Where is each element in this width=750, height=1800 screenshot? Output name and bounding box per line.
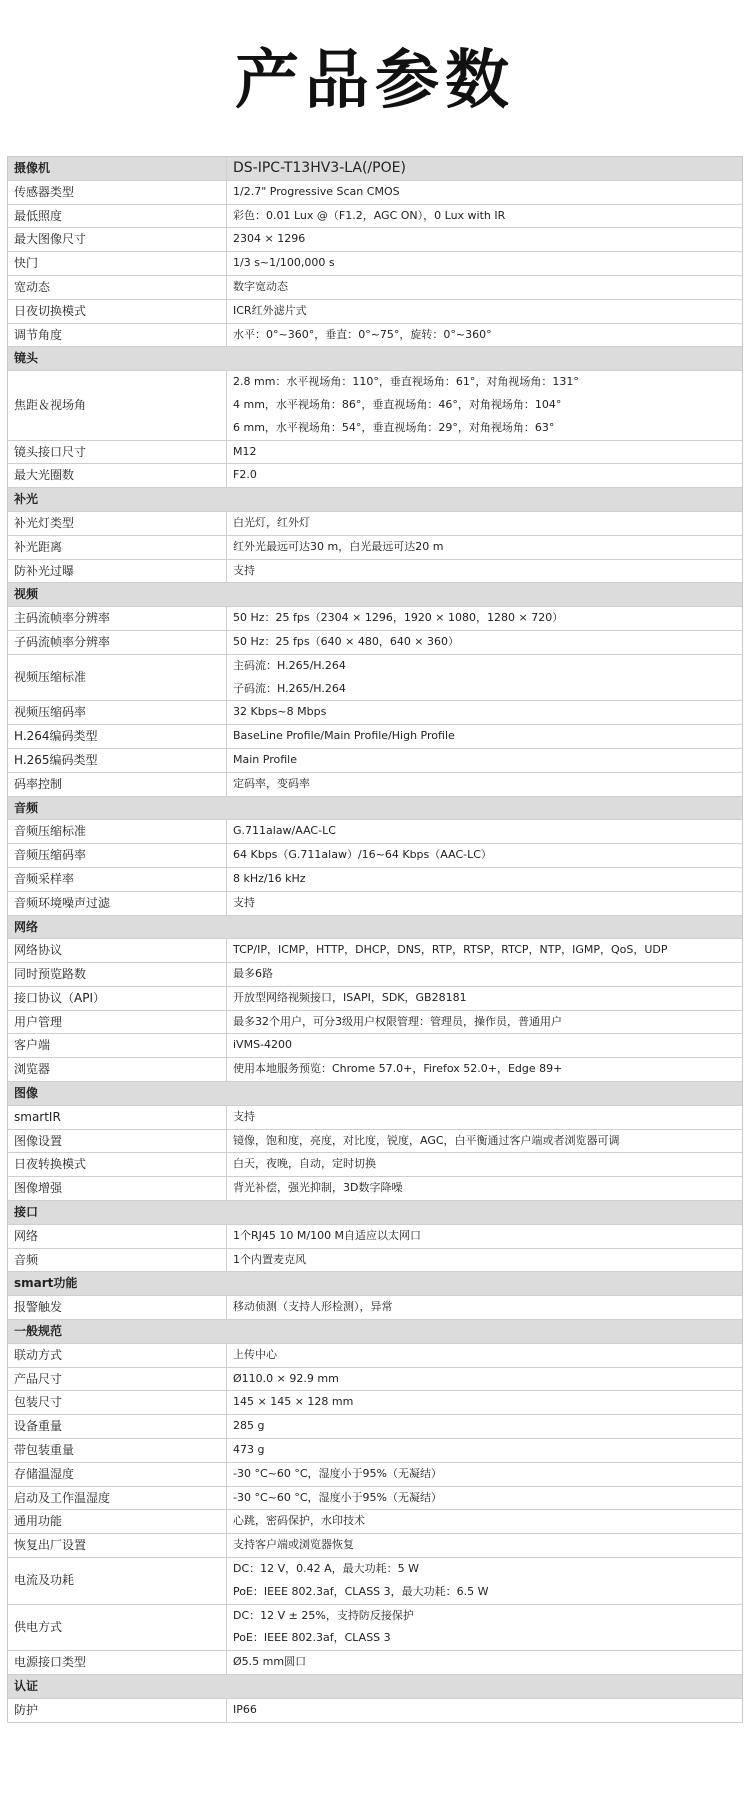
spec-value xyxy=(227,180,743,204)
spec-value-line: 彩色：0.01 Lux @（F1.2，AGC ON），0 Lux with IR xyxy=(233,208,506,222)
spec-value-line: 1/2.7" Progressive Scan CMOS xyxy=(233,184,400,198)
spec-row xyxy=(8,299,743,323)
spec-value-line: 最多32个用户，可分3级用户权限管理：管理员，操作员，普通用户 xyxy=(233,1014,562,1028)
spec-row xyxy=(8,1105,743,1129)
spec-label: 音频 xyxy=(8,1248,227,1272)
spec-value xyxy=(227,1415,743,1439)
spec-value-line: 2.8 mm：水平视场角：110°，垂直视场角：61°，对角视场角：131° xyxy=(233,375,579,389)
spec-value xyxy=(227,1153,743,1177)
spec-value xyxy=(227,891,743,915)
spec-value-line: 64 Kbps（G.711alaw）/16~64 Kbps（AAC-LC） xyxy=(233,848,492,862)
spec-value-line: 6 mm，水平视场角：54°，垂直视场角：29°，对角视场角：63° xyxy=(233,420,555,434)
spec-value-line: 145 × 145 × 128 mm xyxy=(233,1395,354,1409)
spec-label: 网络协议 xyxy=(8,939,227,963)
spec-value xyxy=(227,535,743,559)
spec-value-line: 1个RJ45 10 M/100 M自适应以太网口 xyxy=(233,1228,422,1242)
spec-row xyxy=(8,323,743,347)
spec-row xyxy=(8,535,743,559)
spec-label: 用户管理 xyxy=(8,1010,227,1034)
spec-label: 子码流帧率分辨率 xyxy=(8,630,227,654)
section-header-row xyxy=(8,583,743,607)
spec-value xyxy=(227,299,743,323)
spec-value xyxy=(227,963,743,987)
spec-value xyxy=(227,1343,743,1367)
spec-value xyxy=(227,559,743,583)
spec-label: smartIR xyxy=(8,1105,227,1129)
spec-value-line: 支持 xyxy=(233,895,255,909)
spec-value-line: DC：12 V ± 25%，支持防反接保护 xyxy=(233,1608,414,1622)
spec-row xyxy=(8,1296,743,1320)
spec-value-line: 4 mm，水平视场角：86°，垂直视场角：46°，对角视场角：104° xyxy=(233,397,562,411)
section-header-row xyxy=(8,1201,743,1225)
spec-row xyxy=(8,204,743,228)
spec-value xyxy=(227,725,743,749)
spec-row xyxy=(8,1058,743,1082)
spec-value-line: 32 Kbps~8 Mbps xyxy=(233,705,327,719)
spec-value-line: 水平：0°~360°，垂直：0°~75°，旋转：0°~360° xyxy=(233,327,492,341)
spec-label: 补光灯类型 xyxy=(8,511,227,535)
spec-value xyxy=(227,772,743,796)
spec-value-line: 8 kHz/16 kHz xyxy=(233,871,306,885)
spec-label: 恢复出厂设置 xyxy=(8,1534,227,1558)
spec-value-line: 开放型网络视频接口，ISAPI，SDK，GB28181 xyxy=(233,990,467,1004)
section-title: 网络 xyxy=(8,915,743,939)
spec-row xyxy=(8,939,743,963)
spec-value xyxy=(227,654,743,701)
spec-label: 网络 xyxy=(8,1224,227,1248)
spec-row xyxy=(8,1534,743,1558)
spec-value-line: 子码流：H.265/H.264 xyxy=(233,681,346,695)
spec-row xyxy=(8,1248,743,1272)
section-header-row xyxy=(8,1320,743,1344)
spec-value-line: -30 °C~60 °C，湿度小于95%（无凝结） xyxy=(233,1490,442,1504)
spec-row xyxy=(8,1177,743,1201)
spec-value xyxy=(227,275,743,299)
spec-label: 宽动态 xyxy=(8,275,227,299)
spec-row xyxy=(8,1034,743,1058)
spec-value xyxy=(227,1177,743,1201)
spec-label: 产品尺寸 xyxy=(8,1367,227,1391)
spec-row xyxy=(8,1367,743,1391)
spec-value xyxy=(227,986,743,1010)
spec-value xyxy=(227,844,743,868)
section-title: 视频 xyxy=(8,583,743,607)
spec-value xyxy=(227,371,743,440)
spec-value-line: 使用本地服务预览：Chrome 57.0+，Firefox 52.0+，Edge 89+ xyxy=(233,1062,563,1076)
spec-value-line: 最多6路 xyxy=(233,967,273,981)
spec-label: 图像设置 xyxy=(8,1129,227,1153)
spec-row xyxy=(8,701,743,725)
spec-value-line: Main Profile xyxy=(233,752,297,766)
spec-value-line: 1/3 s~1/100,000 s xyxy=(233,256,335,270)
spec-value xyxy=(227,511,743,535)
spec-value-line: DC：12 V，0.42 A，最大功耗：5 W xyxy=(233,1562,420,1576)
spec-row xyxy=(8,1698,743,1722)
spec-value xyxy=(227,607,743,631)
spec-value-line: 473 g xyxy=(233,1443,265,1457)
spec-row xyxy=(8,1486,743,1510)
spec-label: 电源接口类型 xyxy=(8,1651,227,1675)
spec-row xyxy=(8,1153,743,1177)
spec-row xyxy=(8,867,743,891)
spec-label: 报警触发 xyxy=(8,1296,227,1320)
spec-value xyxy=(227,1010,743,1034)
spec-label: H.264编码类型 xyxy=(8,725,227,749)
spec-label: 调节角度 xyxy=(8,323,227,347)
spec-label: 包装尺寸 xyxy=(8,1391,227,1415)
spec-value-line: G.711alaw/AAC-LC xyxy=(233,824,336,838)
spec-label: 图像增强 xyxy=(8,1177,227,1201)
spec-value xyxy=(227,748,743,772)
spec-value-line: 1个内置麦克风 xyxy=(233,1252,306,1266)
spec-value xyxy=(227,867,743,891)
spec-value xyxy=(227,1462,743,1486)
section-title: 一般规范 xyxy=(8,1320,743,1344)
spec-value-line: F2.0 xyxy=(233,468,257,482)
spec-value-line: Ø110.0 × 92.9 mm xyxy=(233,1371,339,1385)
spec-label: 码率控制 xyxy=(8,772,227,796)
spec-value xyxy=(227,323,743,347)
table-header-row xyxy=(8,157,743,181)
spec-row xyxy=(8,1604,743,1651)
spec-label: 供电方式 xyxy=(8,1604,227,1651)
spec-value-line: 上传中心 xyxy=(233,1347,277,1361)
spec-value xyxy=(227,701,743,725)
spec-label: 视频压缩标准 xyxy=(8,654,227,701)
section-title: 图像 xyxy=(8,1082,743,1106)
spec-value xyxy=(227,464,743,488)
section-title: smart功能 xyxy=(8,1272,743,1296)
spec-row xyxy=(8,748,743,772)
section-header-row xyxy=(8,1272,743,1296)
spec-row xyxy=(8,252,743,276)
section-title: 镜头 xyxy=(8,347,743,371)
spec-value-line: 移动侦测（支持人形检测），异常 xyxy=(233,1300,393,1314)
spec-value xyxy=(227,939,743,963)
spec-value-line: IP66 xyxy=(233,1702,257,1716)
spec-value xyxy=(227,204,743,228)
spec-value-line: 背光补偿，强光抑制，3D数字降噪 xyxy=(233,1181,403,1195)
section-header-row xyxy=(8,796,743,820)
spec-label: 快门 xyxy=(8,252,227,276)
spec-row xyxy=(8,1462,743,1486)
spec-label: 浏览器 xyxy=(8,1058,227,1082)
spec-label: 启动及工作温湿度 xyxy=(8,1486,227,1510)
spec-value-line: ICR红外滤片式 xyxy=(233,303,307,317)
spec-label: 镜头接口尺寸 xyxy=(8,440,227,464)
spec-value xyxy=(227,252,743,276)
spec-row xyxy=(8,440,743,464)
spec-value-line: M12 xyxy=(233,444,257,458)
spec-row xyxy=(8,630,743,654)
spec-row xyxy=(8,1510,743,1534)
spec-row xyxy=(8,725,743,749)
spec-row xyxy=(8,1651,743,1675)
spec-value-line: 支持 xyxy=(233,563,255,577)
spec-value xyxy=(227,1698,743,1722)
spec-value xyxy=(227,1486,743,1510)
section-header-row xyxy=(8,1082,743,1106)
section-header-row xyxy=(8,915,743,939)
spec-row xyxy=(8,772,743,796)
spec-row xyxy=(8,1129,743,1153)
spec-value xyxy=(227,228,743,252)
spec-label: 带包装重量 xyxy=(8,1439,227,1463)
spec-row xyxy=(8,607,743,631)
page-title: 产品参数 xyxy=(235,44,515,118)
spec-value-line: 2304 × 1296 xyxy=(233,232,306,246)
spec-label: 日夜切换模式 xyxy=(8,299,227,323)
section-header-row xyxy=(8,488,743,512)
spec-value xyxy=(227,820,743,844)
spec-row xyxy=(8,963,743,987)
spec-label: 日夜转换模式 xyxy=(8,1153,227,1177)
spec-value-line: PoE：IEEE 802.3af，CLASS 3 xyxy=(233,1631,391,1645)
spec-label: 客户端 xyxy=(8,1034,227,1058)
section-title: 接口 xyxy=(8,1201,743,1225)
spec-row xyxy=(8,986,743,1010)
spec-value xyxy=(227,1391,743,1415)
spec-row xyxy=(8,891,743,915)
spec-value xyxy=(227,1367,743,1391)
spec-label: 接口协议（API） xyxy=(8,986,227,1010)
section-title: 认证 xyxy=(8,1675,743,1699)
spec-value-line: 支持客户端或浏览器恢复 xyxy=(233,1538,354,1552)
spec-row xyxy=(8,559,743,583)
spec-label: 音频采样率 xyxy=(8,867,227,891)
spec-label: 设备重量 xyxy=(8,1415,227,1439)
spec-label: 最低照度 xyxy=(8,204,227,228)
spec-table xyxy=(7,156,743,1723)
spec-value xyxy=(227,1105,743,1129)
spec-label: 视频压缩码率 xyxy=(8,701,227,725)
spec-label: 防护 xyxy=(8,1698,227,1722)
spec-label: 最大图像尺寸 xyxy=(8,228,227,252)
spec-row xyxy=(8,1391,743,1415)
spec-value-line: 数字宽动态 xyxy=(233,279,288,293)
spec-row xyxy=(8,1010,743,1034)
spec-label: 同时预览路数 xyxy=(8,963,227,987)
spec-row xyxy=(8,1343,743,1367)
spec-label: 补光距离 xyxy=(8,535,227,559)
spec-value-line: 50 Hz：25 fps（2304 × 1296，1920 × 1080，1280 × 720） xyxy=(233,611,564,625)
spec-label: 最大光圈数 xyxy=(8,464,227,488)
spec-value-line: 白光灯，红外灯 xyxy=(233,515,310,529)
spec-label: 传感器类型 xyxy=(8,180,227,204)
header-label: 摄像机 xyxy=(8,157,227,181)
spec-value xyxy=(227,440,743,464)
spec-value-line: TCP/IP，ICMP，HTTP，DHCP，DNS，RTP，RTSP，RTCP，NTP，IGMP，QoS，UDP xyxy=(233,943,668,957)
section-header-row xyxy=(8,1675,743,1699)
spec-label: H.265编码类型 xyxy=(8,748,227,772)
spec-row xyxy=(8,511,743,535)
spec-row xyxy=(8,180,743,204)
spec-value-line: Ø5.5 mm圆口 xyxy=(233,1655,307,1669)
spec-value-line: 50 Hz：25 fps（640 × 480，640 × 360） xyxy=(233,634,460,648)
spec-label: 电流及功耗 xyxy=(8,1558,227,1605)
spec-value xyxy=(227,1558,743,1605)
spec-row xyxy=(8,1558,743,1605)
spec-value-line: 白天，夜晚，自动，定时切换 xyxy=(233,1157,376,1171)
spec-value xyxy=(227,1058,743,1082)
spec-label: 主码流帧率分辨率 xyxy=(8,607,227,631)
spec-value xyxy=(227,1248,743,1272)
spec-row xyxy=(8,275,743,299)
spec-row xyxy=(8,654,743,701)
section-title: 音频 xyxy=(8,796,743,820)
model-number: DS-IPC-T13HV3-LA(/POE) xyxy=(227,157,743,181)
spec-value xyxy=(227,1224,743,1248)
spec-label: 焦距＆视场角 xyxy=(8,371,227,440)
section-header-row xyxy=(8,347,743,371)
spec-value xyxy=(227,1439,743,1463)
spec-row xyxy=(8,228,743,252)
spec-row xyxy=(8,1224,743,1248)
spec-value xyxy=(227,1034,743,1058)
spec-value-line: iVMS-4200 xyxy=(233,1038,293,1052)
spec-label: 音频压缩码率 xyxy=(8,844,227,868)
spec-row xyxy=(8,1439,743,1463)
section-title: 补光 xyxy=(8,488,743,512)
spec-row xyxy=(8,371,743,440)
spec-label: 通用功能 xyxy=(8,1510,227,1534)
spec-value xyxy=(227,1129,743,1153)
spec-label: 防补光过曝 xyxy=(8,559,227,583)
spec-value xyxy=(227,1604,743,1651)
spec-label: 联动方式 xyxy=(8,1343,227,1367)
spec-row xyxy=(8,844,743,868)
spec-label: 音频压缩标准 xyxy=(8,820,227,844)
spec-row xyxy=(8,820,743,844)
spec-value-line: BaseLine Profile/Main Profile/High Profile xyxy=(233,729,455,743)
spec-value-line: 主码流：H.265/H.264 xyxy=(233,658,346,672)
spec-value-line: 支持 xyxy=(233,1109,255,1123)
spec-value-line: 285 g xyxy=(233,1419,265,1433)
spec-label: 存储温湿度 xyxy=(8,1462,227,1486)
spec-value-line: 定码率，变码率 xyxy=(233,776,310,790)
spec-value xyxy=(227,1534,743,1558)
spec-value-line: 心跳，密码保护，水印技术 xyxy=(233,1514,365,1528)
spec-label: 音频环境噪声过滤 xyxy=(8,891,227,915)
spec-value xyxy=(227,1651,743,1675)
spec-value-line: -30 °C~60 °C，湿度小于95%（无凝结） xyxy=(233,1466,442,1480)
spec-value-line: 镜像，饱和度，亮度，对比度，锐度，AGC，白平衡通过客户端或者浏览器可调 xyxy=(233,1133,620,1147)
spec-value-line: PoE：IEEE 802.3af，CLASS 3，最大功耗：6.5 W xyxy=(233,1584,489,1598)
spec-value-line: 红外光最远可达30 m，白光最远可达20 m xyxy=(233,539,444,553)
spec-row xyxy=(8,464,743,488)
spec-value xyxy=(227,630,743,654)
spec-value xyxy=(227,1296,743,1320)
spec-value xyxy=(227,1510,743,1534)
spec-row xyxy=(8,1415,743,1439)
